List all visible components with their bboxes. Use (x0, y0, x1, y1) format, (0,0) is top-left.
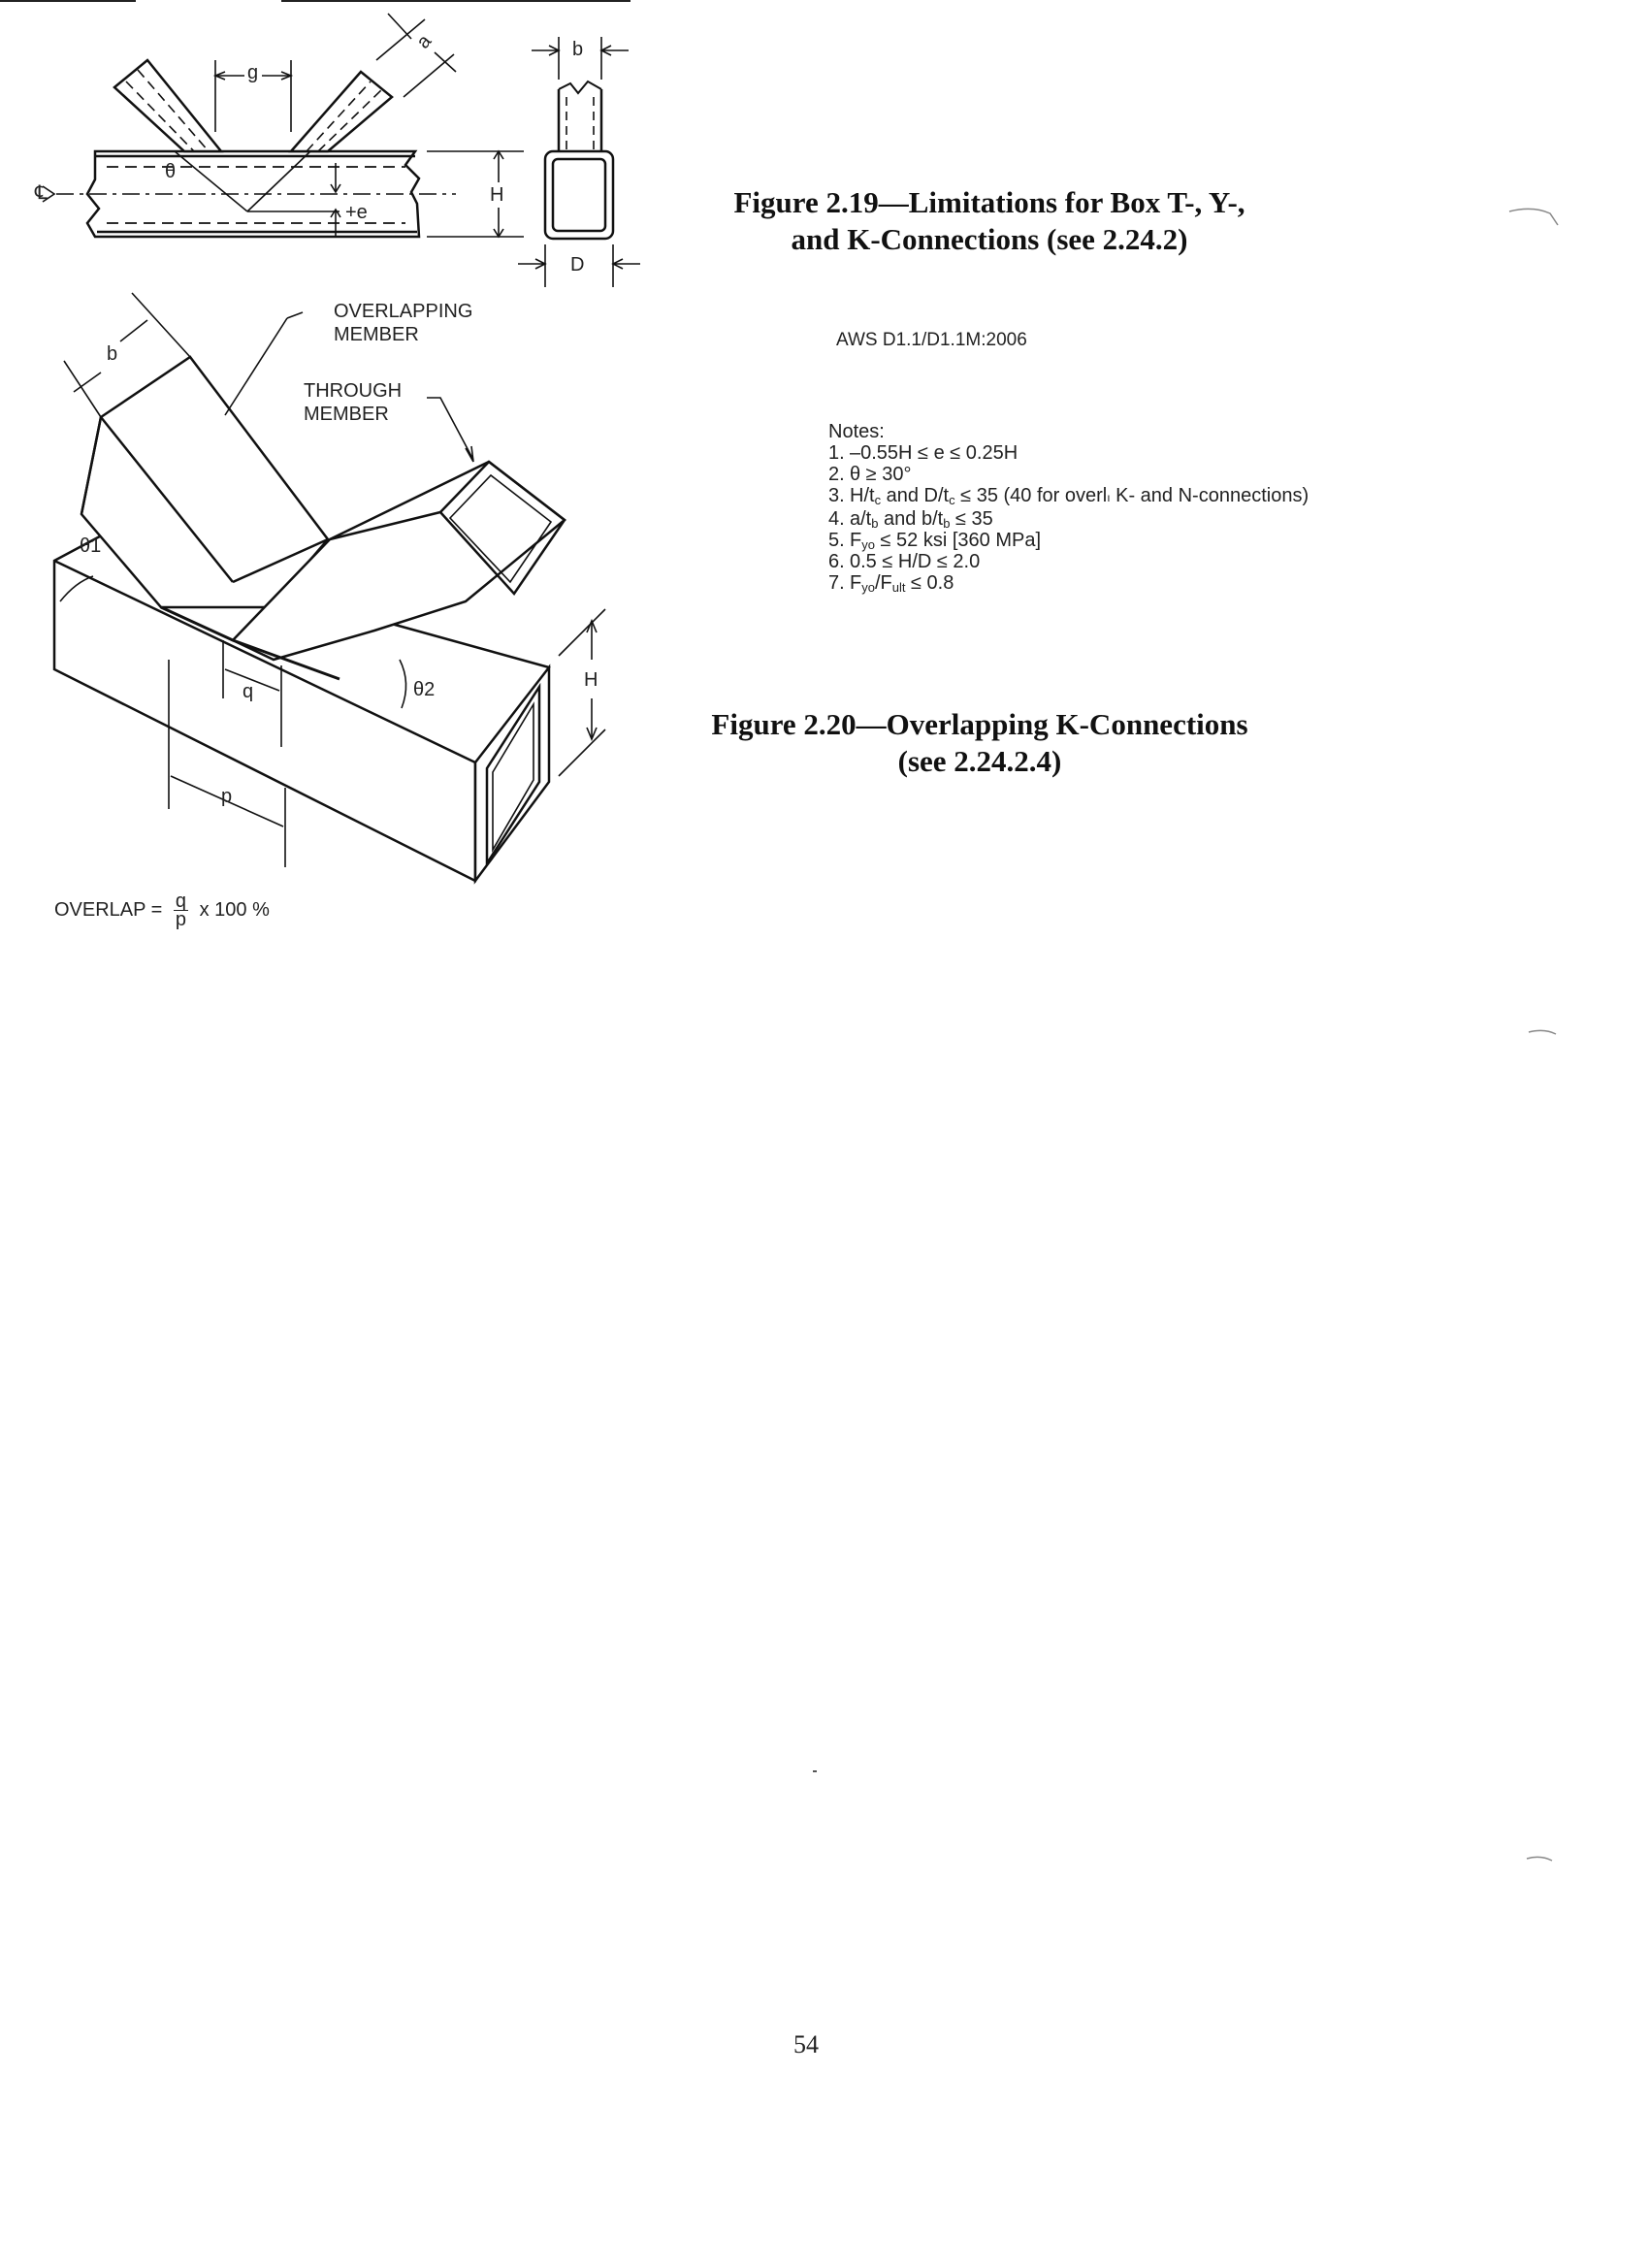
fig19-label-theta: θ (165, 161, 177, 182)
overlap-numerator: q (175, 891, 187, 912)
note-item (828, 508, 1309, 530)
standard-reference: AWS D1.1/D1.1M:2006 (836, 330, 1027, 350)
fig19-cross-section (545, 81, 613, 239)
note-text: θ ≥ 30° (850, 464, 912, 485)
overlap-denominator: p (175, 909, 187, 930)
note-number: 1. (828, 442, 845, 464)
note-text: –0.55H ≤ e ≤ 0.25H (850, 442, 1018, 464)
overlap-fraction (174, 892, 188, 928)
fig20-label-p: p (221, 786, 233, 807)
fig20-label-overlapping-2: MEMBER (334, 324, 419, 345)
note-number: 6. (828, 551, 845, 572)
fig19-label-g: g (247, 62, 259, 83)
note-subscript: b (943, 516, 951, 531)
fig20-label-b: b (107, 343, 118, 365)
note-subscript: c (874, 493, 882, 507)
note-item (828, 530, 1309, 551)
note-text: and D/t (881, 485, 950, 506)
figure-2-19-caption-line1: Figure 2.19—Limitations for Box T-, Y-, (733, 185, 1245, 219)
note-item (828, 551, 1309, 572)
figure-2-19-caption-line2: and K-Connections (see 2.24.2) (791, 222, 1188, 256)
note-item: 3. $H/t_c$ and $D/t_c \le 35$ (40 for overlı K- and N-connections) (828, 485, 1310, 507)
note-number: 4. (828, 508, 845, 530)
note-text: ≤ 0.8 (905, 572, 954, 594)
figure-2-20-caption (669, 706, 1290, 780)
note-item (828, 464, 1309, 485)
notes-block (828, 421, 1309, 594)
fig20-label-through-1: THROUGH (304, 380, 403, 402)
figures-drawing (0, 0, 1649, 970)
note-text: and b/t (878, 508, 944, 530)
note-number: 3. (828, 485, 845, 506)
fig19-chord (43, 151, 456, 237)
fig20-label-through-2: MEMBER (304, 404, 389, 425)
figure-2-19-caption (679, 184, 1300, 258)
fig19-label-H: H (490, 184, 504, 206)
note-number: 7. (828, 572, 845, 594)
fig20-label-overlapping-1: OVERLAPPING (334, 301, 473, 322)
fig19-label-D: D (570, 254, 585, 275)
note-text: F (850, 530, 862, 551)
note-text: ≤ 52 ksi [360 MPa] (874, 530, 1042, 551)
figure-2-20-caption-line2: (see 2.24.2.4) (897, 744, 1062, 778)
overlap-prefix: OVERLAP = (54, 898, 163, 921)
note-text: 0.5 ≤ H/D ≤ 2.0 (850, 551, 981, 572)
fig19-label-centerline: ℄ (35, 182, 48, 204)
fig20-label-H: H (584, 669, 598, 691)
note-subscript: yo (861, 537, 875, 552)
note-subscript: c (949, 493, 955, 507)
note-text: F (850, 572, 862, 594)
note-text: a/t (850, 508, 872, 530)
note-number: 2. (828, 464, 845, 485)
note-subscript: b (871, 516, 879, 531)
note-text: ≤ 35 (40 for overl (954, 485, 1108, 506)
fig20-label-theta2: θ2 (413, 679, 436, 700)
fig20-label-theta1: θ1 (80, 535, 102, 557)
figure-2-20-caption-line1: Figure 2.20—Overlapping K-Connections (711, 707, 1248, 741)
note-text: ≤ 35 (950, 508, 993, 530)
fig19-label-a: a (412, 30, 436, 53)
note-text: /F (874, 572, 892, 594)
note-subscript: yo (861, 580, 875, 595)
note-text: H/t (850, 485, 875, 506)
fig20-label-q: q (242, 681, 254, 702)
note-item (828, 572, 1309, 594)
fig19-label-e: +e (345, 202, 368, 223)
note-number: 5. (828, 530, 845, 551)
page-number: 54 (793, 2030, 819, 2058)
overlap-suffix: x 100 % (199, 898, 270, 921)
note-subscript: ult (891, 580, 906, 595)
overlap-formula (54, 892, 270, 928)
notes-heading: Notes: (828, 421, 885, 442)
fig19-label-b: b (572, 39, 584, 60)
note-item (828, 442, 1309, 464)
note-text: K- and N-connections) (1110, 485, 1310, 506)
